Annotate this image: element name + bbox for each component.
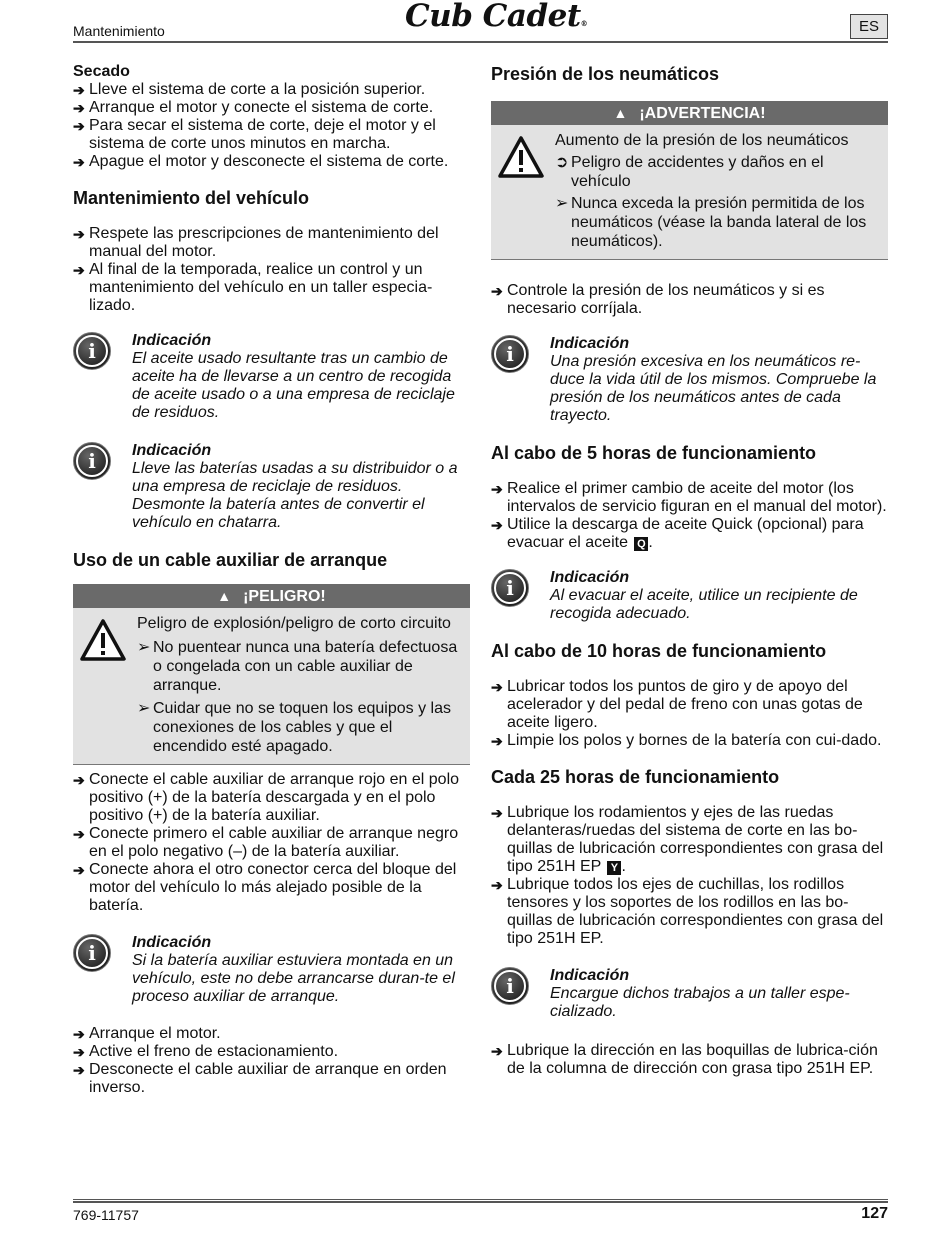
arrow-right-icon: ➔ [73,226,85,242]
footer-rule [73,1199,888,1203]
warning-bar [491,101,888,125]
arrow-right-icon: ➔ [491,283,503,299]
note-title: Indicación [550,569,630,586]
cable-heading: Uso de un cable auxiliar de arranque [73,550,388,570]
danger-item-text: Cuidar que no se toquen los equipos y las conexiones de los cables y que el encendido esté apagado. [153,700,451,755]
note-title: Indicación [132,442,212,459]
arrow-right-icon: ➔ [73,1062,85,1078]
warning-body [491,125,888,259]
list-item [73,1025,470,1043]
list-item [73,1061,470,1097]
arrow-right-icon: ➔ [73,118,85,134]
presion-list [491,282,888,318]
mantenimiento-heading: Mantenimiento del vehículo [73,188,310,208]
list-item-text: Controle la presión de los neumáticos y si es necesario corríjala. [507,282,825,317]
list-item-text: Lubrique todos los ejes de cuchillas, los rodillos tensores y los soportes de los rodillos en las bo-quillas de lubricación correspondientes con grasa del tipo 251H EP. [507,876,884,947]
note-baterias [73,442,470,532]
list-item-text: Lubricar todos los puntos de giro y de apoyo del acelerador y del pedal de freno con unas gotas de aceite ligero. [507,678,863,731]
danger-lead: Peligro de explosión/peligro de corto circuito [137,615,451,632]
chevron-right-icon: ➢ [137,700,151,717]
danger-item-text: No puentear nunca una batería defectuosa o congelada con un cable auxiliar de arranque. [153,639,458,694]
arrow-right-icon: ➔ [73,772,85,788]
key-badge: Y [607,861,621,875]
chevron-right-icon: ➢ [555,195,569,212]
info-icon: i [73,332,111,370]
list-item [73,153,470,171]
info-icon: i [73,442,111,480]
list-item [491,480,888,516]
list-item [73,825,470,861]
warning-triangle-icon [79,618,127,662]
list-item-text: Para secar el sistema de corte, deje el motor y el sistema de corte unos minutos en marcha. [89,117,436,152]
info-icon: i [73,934,111,972]
list-item-text: Lubrique la dirección en las boquillas de lubrica-ción de la columna de dirección con grasa tipo 251H EP. [507,1042,878,1077]
note-aceite [73,332,470,422]
list-item-text: Limpie los polos y bornes de la batería con cui-dado. [507,732,882,749]
arrow-right-icon: ➔ [73,1044,85,1060]
note-text: Al evacuar el aceite, utilice un recipiente de recogida adecuado. [550,587,858,622]
h10-heading: Al cabo de 10 horas de funcionamiento [491,641,827,661]
note-title: Indicación [132,332,212,349]
h25-heading: Cada 25 horas de funcionamiento [491,767,780,787]
warning-box [491,101,888,260]
note-text: Encargue dichos trabajos a un taller espe-cializado. [550,985,850,1020]
h5-list [491,480,888,552]
language-badge: ES [850,14,888,39]
list-item-text: Conecte primero el cable auxiliar de arranque negro en el polo negativo (–) de la batería auxiliar. [89,825,459,860]
danger-bar [73,584,470,608]
right-column [491,63,888,1078]
info-icon: i [491,569,529,607]
page-number: 127 [861,1205,888,1222]
key-badge: Q [634,537,648,551]
arrow-right-icon: ➔ [491,733,503,749]
note-presion [491,335,888,425]
warning-triangle-icon: ▲ [217,588,232,604]
arrow-right-icon: ➔ [491,877,503,893]
danger-box [73,584,470,765]
arrow-right-icon: ➔ [73,826,85,842]
warning-triangle-icon [497,135,545,179]
h10-list [491,678,888,750]
secado-heading: Secado [73,63,130,80]
list-item-text: Al final de la temporada, realice un control y un mantenimiento del vehículo en un taller especia-lizado. [89,261,433,314]
list-item [73,771,470,825]
arrow-right-icon: ➔ [73,262,85,278]
list-item [73,861,470,915]
list-item-text: Desconecte el cable auxiliar de arranque en orden inverso. [89,1061,447,1096]
list-item-text: Lubrique los rodamientos y ejes de las ruedas delanteras/ruedas del sistema de corte en las bo-quillas de lubricación correspondientes con grasa del tipo 251H EP [507,804,884,875]
list-item [73,81,470,99]
final-list [73,1025,470,1097]
arrow-right-icon: ➔ [73,82,85,98]
list-item-text: Arranque el motor. [89,1025,221,1042]
mantenimiento-list [73,225,470,315]
list-item [73,99,470,117]
list-item [491,1042,888,1078]
section-title: Mantenimiento [73,23,165,39]
note-title: Indicación [550,335,630,352]
left-column [73,63,470,1097]
list-item-text: Utilice la descarga de aceite Quick (opcional) para evacuar el aceite [507,516,864,551]
arrow-right-icon: ➔ [491,679,503,695]
list-item-text: Realice el primer cambio de aceite del motor (los intervalos de servicio figuran en el manual del motor). [507,480,887,515]
arrow-right-icon: ➔ [491,517,503,533]
list-item [73,225,470,261]
warning-label: ¡ADVERTENCIA! [639,105,766,122]
secado-list [73,81,470,171]
danger-label: ¡PELIGRO! [243,588,326,605]
danger-item [137,638,464,695]
arrow-right-icon: ➔ [491,805,503,821]
list-item [491,732,888,750]
direccion-list [491,1042,888,1078]
warning-danger-text: Peligro de accidentes y daños en el vehículo [571,154,824,190]
danger-item [137,699,464,756]
warning-item-text: Nunca exceda la presión permitida de los neumáticos (véase la banda lateral de los neumáticos). [571,195,867,250]
list-item-text: Conecte ahora el otro conector cerca del bloque del motor del vehículo lo más alejado posible de la batería. [89,861,457,914]
list-item [73,1043,470,1061]
arrow-right-icon: ➔ [73,1026,85,1042]
note-title: Indicación [132,934,212,951]
list-item [73,261,470,315]
chevron-right-icon: ➢ [137,639,151,656]
warning-danger [555,153,882,191]
brand-text: Cub Cadet [405,0,581,34]
list-item-text: Conecte el cable auxiliar de arranque rojo en el polo positivo (+) de la batería descargada y en el polo positivo (+) de la batería auxiliar. [89,771,460,824]
list-item [73,117,470,153]
note-taller [491,967,888,1021]
list-item-text: Respete las prescripciones de mantenimiento del manual del motor. [89,225,439,260]
list-item-text: Lleve el sistema de corte a la posición superior. [89,81,426,98]
warning-item [555,194,882,251]
list-item: ➔ Lubrique los rodamientos y ejes de las ruedas delanteras/ruedas del sistema de corte en las bo-quillas de lubricación correspondientes con grasa del tipo 251H EP Y . [491,804,884,875]
warning-lead: Aumento de la presión de los neumáticos [555,132,849,149]
brand-logo: Cub Cadet® [405,0,588,34]
list-item-text: Active el freno de estacionamiento. [89,1043,339,1060]
arrow-right-icon: ➔ [73,100,85,116]
document-code: 769-11757 [73,1207,139,1223]
hand-pointer-icon: ➲ [555,154,569,171]
cable-list [73,771,470,915]
h5-heading: Al cabo de 5 horas de funcionamiento [491,443,817,463]
note-text: Si la batería auxiliar estuviera montada en un vehículo, este no debe arrancarse duran-te el proceso auxiliar de arranque. [132,952,455,1005]
danger-body [73,608,470,764]
list-item-text: Arranque el motor y conecte el sistema de corte. [89,99,434,116]
note-text: Una presión excesiva en los neumáticos re-duce la vida útil de los mismos. Compruebe la presión de los neumáticos antes de cada trayecto. [550,353,877,424]
presion-heading: Presión de los neumáticos [491,64,720,84]
warning-triangle-icon: ▲ [613,105,628,121]
list-item [491,678,888,732]
note-bateria-auxiliar [73,934,470,1006]
h25-list [491,804,888,948]
note-evacuar [491,569,888,623]
list-item [491,876,888,948]
arrow-right-icon: ➔ [73,154,85,170]
note-text: El aceite usado resultante tras un cambio de aceite ha de llevarse a un centro de recogida de aceite usado o a una empresa de reciclaje de residuos. [132,350,455,421]
list-item: ➔ Utilice la descarga de aceite Quick (opcional) para evacuar el aceite Q . [491,516,864,551]
info-icon: i [491,967,529,1005]
note-text: Lleve las baterías usadas a su distribuidor o a una empresa de reciclaje de residuos. Desmonte la batería antes de convertir el vehículo en chatarra. [132,460,458,531]
info-icon: i [491,335,529,373]
header-rule [73,41,888,43]
list-item [491,282,888,318]
arrow-right-icon: ➔ [73,862,85,878]
list-item-text: Apague el motor y desconecte el sistema de corte. [89,153,449,170]
arrow-right-icon: ➔ [491,1043,503,1059]
note-title: Indicación [550,967,630,984]
arrow-right-icon: ➔ [491,481,503,497]
